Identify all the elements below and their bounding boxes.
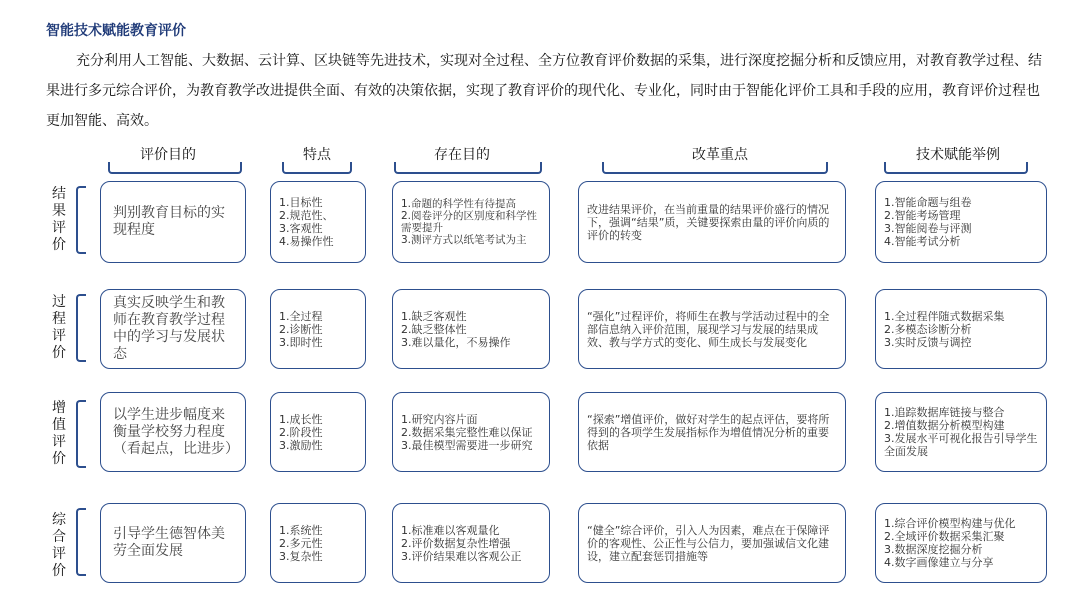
col-header-purpose: 评价目的 bbox=[140, 147, 196, 163]
col-brace-reform bbox=[602, 162, 828, 174]
reform-box-comprehensive: “健全”综合评价，引入人为因素，难点在于保障评价的客观性、公正性与公信力，要加强诚信文化建设，建立配套惩罚措施等 bbox=[578, 503, 846, 583]
row-brace-comprehensive bbox=[76, 508, 86, 576]
tech-box-result: 1.智能命题与组卷 2.智能考场管理 3.智能阅卷与评测 4.智能考试分析 bbox=[875, 181, 1047, 263]
row-label-process: 过程评价 bbox=[52, 294, 66, 361]
tech-box-comprehensive: 1.综合评价模型构建与优化 2.全域评价数据采集汇聚 3.数据深度挖掘分析 4.数字画像建立与分享 bbox=[875, 503, 1047, 583]
tech-box-process: 1.全过程伴随式数据采集 2.多模态诊断分析 3.实时反馈与调控 bbox=[875, 289, 1047, 369]
issues-box-comprehensive: 1.标准难以客观量化 2.评价数据复杂性增强 3.评价结果难以客观公正 bbox=[392, 503, 550, 583]
features-box-value-added: 1.成长性 2.阶段性 3.激励性 bbox=[270, 392, 366, 472]
purpose-box-result: 判别教育目标的实现程度 bbox=[100, 181, 246, 263]
row-label-value-added: 增值评价 bbox=[52, 400, 66, 467]
page-title: 智能技术赋能教育评价 bbox=[46, 23, 186, 39]
row-brace-process bbox=[76, 294, 86, 362]
reform-box-result: 改进结果评价，在当前重量的结果评价盛行的情况下，强调“结果”质，关键要探索由量的评价向质的评价的转变 bbox=[578, 181, 846, 263]
row-label-comprehensive: 综合评价 bbox=[52, 512, 66, 579]
col-brace-purpose bbox=[108, 162, 242, 174]
issues-box-process: 1.缺乏客观性 2.缺乏整体性 3.难以量化，不易操作 bbox=[392, 289, 550, 369]
features-box-result: 1.目标性 2.规范性、 3.客观性 4.易操作性 bbox=[270, 181, 366, 263]
intro-paragraph bbox=[46, 46, 1046, 136]
features-box-process: 1.全过程 2.诊断性 3.即时性 bbox=[270, 289, 366, 369]
reform-box-value-added: “探索”增值评价，做好对学生的起点评估，要将所得到的各项学生发展指标作为增值情况分析的重要依据 bbox=[578, 392, 846, 472]
purpose-box-value-added: 以学生进步幅度来衡量学校努力程度（看起点，比进步） bbox=[100, 392, 246, 472]
col-brace-issues bbox=[394, 162, 542, 174]
col-brace-features bbox=[282, 162, 352, 174]
row-brace-result bbox=[76, 186, 86, 254]
intro-text: 充分利用人工智能、大数据、云计算、区块链等先进技术，实现对全过程、全方位教育评价数据的采集，进行深度挖掘分析和反馈应用，对教育教学过程、结果进行多元综合评价，为教育教学改进提供全面、有效的决策依据，实现了教育评价的现代化、专业化，同时由于智能化评价工具和手段的应用，教育评价过程也更加智能、高效。 bbox=[46, 53, 1042, 129]
row-label-result: 结果评价 bbox=[52, 186, 66, 253]
col-header-tech: 技术赋能举例 bbox=[916, 147, 1000, 163]
purpose-box-comprehensive: 引导学生德智体美劳全面发展 bbox=[100, 503, 246, 583]
issues-box-value-added: 1.研究内容片面 2.数据采集完整性难以保证 3.最佳模型需要进一步研究 bbox=[392, 392, 550, 472]
tech-box-value-added: 1.追踪数据库链接与整合 2.增值数据分析模型构建 3.发展水平可视化报告引导学生全面发展 bbox=[875, 392, 1047, 472]
col-header-reform: 改革重点 bbox=[692, 147, 748, 163]
issues-box-result: 1.命题的科学性有待提高 2.阅卷评分的区别度和科学性需要提升 3.测评方式以纸笔考试为主 bbox=[392, 181, 550, 263]
col-header-issues: 存在目的 bbox=[434, 147, 490, 163]
reform-box-process: “强化”过程评价，将师生在教与学活动过程中的全部信息纳入评价范围，展现学习与发展的结果成效、教与学方式的变化、师生成长与发展变化 bbox=[578, 289, 846, 369]
purpose-box-process: 真实反映学生和教师在教育教学过程中的学习与发展状态 bbox=[100, 289, 246, 369]
col-brace-tech bbox=[884, 162, 1028, 174]
features-box-comprehensive: 1.系统性 2.多元性 3.复杂性 bbox=[270, 503, 366, 583]
row-brace-value-added bbox=[76, 400, 86, 468]
col-header-features: 特点 bbox=[303, 147, 331, 163]
